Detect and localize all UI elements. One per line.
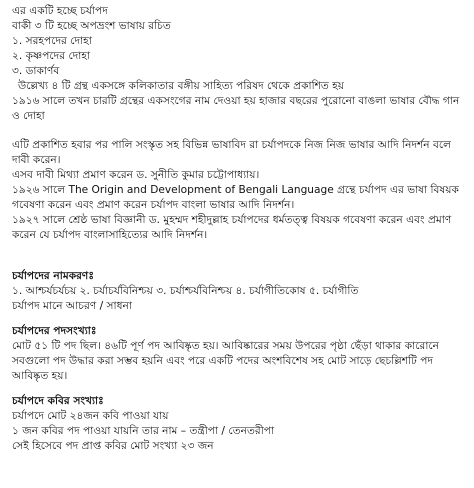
intro-line-1: এর একটি হচ্ছে চর্যাপদ	[12, 5, 108, 17]
research-1926-paragraph: ১৯২৬ সালে The Origin and Development of Bengali Language গ্রন্থে চর্যাপদ এর ভাষা বিষয়ক গবেষণা করেন এবং প্রমাণ করেন চর্যাপদ বাংলা ভাষার আদি নিদর্শন।	[12, 184, 459, 211]
verses-paragraph: মোট ৫১ টি পদ ছিল। ৪৬টি পূর্ণ পদ আবিষ্কৃত হয়। আবিষ্কারের সময় উপরের পৃষ্ঠা ছেঁড়া থাকার কারোনে সবগুলো পদ উদ্ধার করা সম্ভব হয়নি এবং পরে একটি পদের অংশবিশেষ সহ মোট সাড়ে ছেচল্লিশটি পদ আবিষ্কৃত হয়।	[12, 340, 439, 382]
naming-heading: চর্যাপদের নামকরণঃ	[12, 270, 94, 282]
claims-paragraph: এটি প্রকাশিত হবার পর পালি সংস্কৃত সহ বিভিন্ন ভাষাবিদ রা চর্যাপদকে নিজ নিজ ভাষার আদি নিদর্শন বলে দাবী করেন।	[12, 139, 452, 166]
list-item: ২. কৃষ্ণপদের দোহা	[12, 50, 91, 62]
poets-line-3: সেই হিসেবে পদ প্রাপ্ত কবির মোট সংখ্যা ২৩ জন	[12, 440, 214, 452]
list-item: ১. সরহপদের দোহা	[12, 35, 92, 47]
naming-1916-paragraph: ১৯১৬ সালে তখন চারটি গ্রন্থের একসংগের নাম দেওয়া হয় হাজার বছরের পুরোনো বাঙলা ভাষার বৌদ্ধ গান ও দোহা	[12, 95, 460, 122]
poets-heading: চর্যাপদে কবির সংখ্যাঃ	[12, 395, 104, 407]
list-item: ৩. ডাকার্ণব	[12, 65, 60, 77]
publication-note: উল্লেখ্য ৪ টি গ্রন্থ একসঙ্গে কলিকাতার বঙ্গীয় সাহিত্য পরিষদ থেকে প্রকাশিত হয়	[18, 80, 345, 92]
meaning-line: চর্যাপদ মানে আচরণ / সাধনা	[12, 300, 132, 312]
research-1927-paragraph: ১৯২৭ সালে শ্রেষ্ঠ ভাষা বিজ্ঞানী ড. মুহম্মদ শহীদুল্লাহ চর্যাপদের ধর্মতত্ত্ব বিষয়ক গবেষণা করেন এবং প্রমাণ করেন যে চর্যাপদ বাংলাসাহিত্যের আদি নিদর্শন।	[12, 214, 452, 241]
poets-line-1: চর্যাপদে মোট ২৪জন কবি পাওয়া যায়	[12, 410, 169, 422]
naming-list: ১. আশ্চর্যচর্যচয় ২. চর্যাচর্যবিনিশ্চয় ৩. চর্যাশ্চর্যবিনিশ্চয় ৪. চর্যাগীতিকোষ ৫. চর্যাগীতি	[12, 285, 359, 297]
verses-heading: চর্যাপদের পদসংখ্যাঃ	[12, 325, 97, 337]
refutation-line: এসব দাবী মিথ্যা প্রমাণ করেন ড. সুনীতি কুমার চট্টোপাধ্যায়।	[12, 169, 260, 181]
intro-line-2: বাকী ৩ টি হচ্ছে অপভ্রংশ ভাষায় রচিত	[12, 20, 171, 32]
poets-line-2: ১ জন কবির পদ পাওয়া যায়নি তার নাম – তন্ত্রীপা / তেনতরীপা	[12, 425, 275, 437]
